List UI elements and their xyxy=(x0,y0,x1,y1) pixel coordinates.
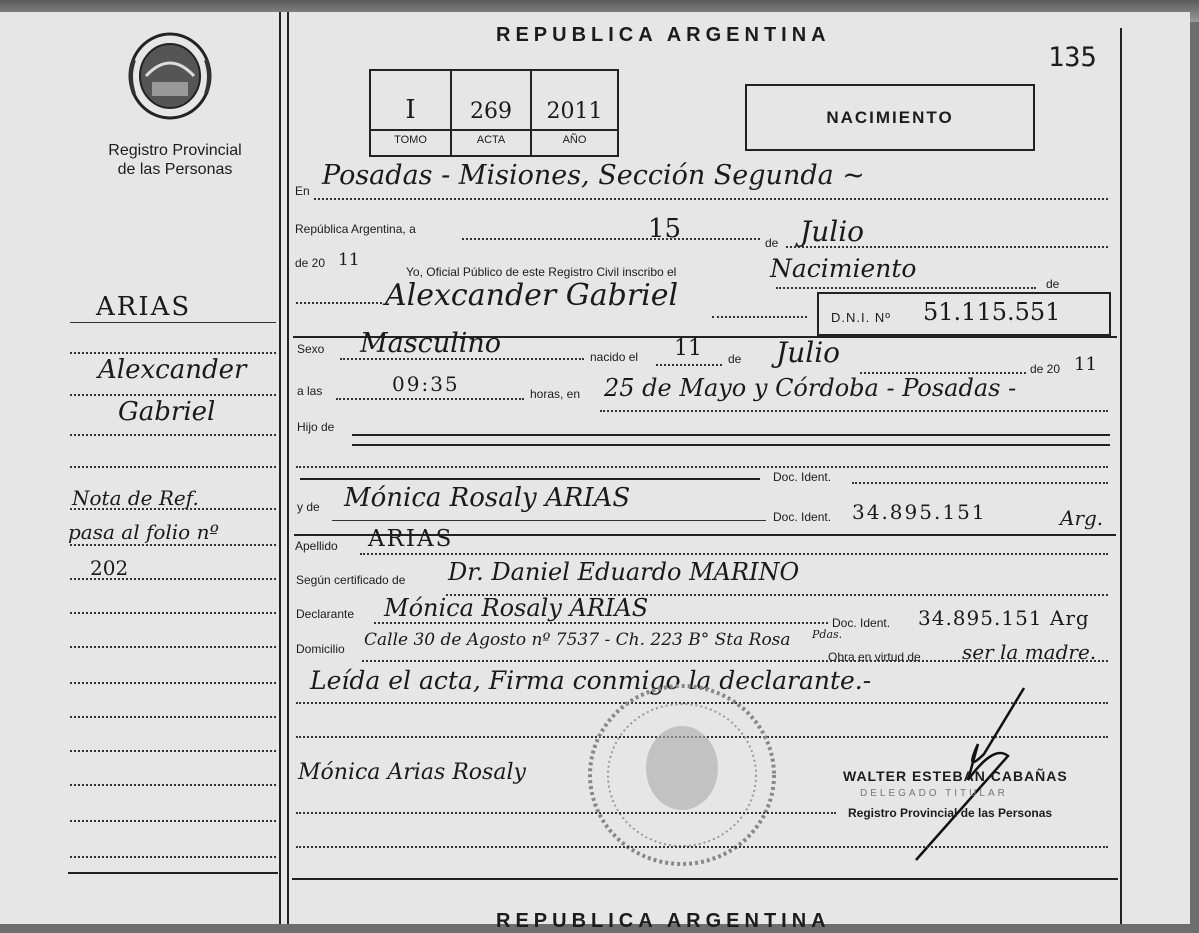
margin-dotted-line xyxy=(70,612,276,614)
official-title: DELEGADO TITULAR xyxy=(860,788,1008,799)
de-label: de xyxy=(765,236,779,250)
dotted-line xyxy=(296,846,1108,848)
dni-value: 51.115.551 xyxy=(923,298,1061,326)
republica-label: República Argentina, a xyxy=(295,222,416,236)
margin-dotted-line xyxy=(70,394,276,396)
margin-dotted-line xyxy=(70,856,276,858)
official-name: WALTER ESTEBAN CABAÑAS xyxy=(843,768,1068,784)
registry-name xyxy=(70,141,280,179)
registry-line1: Registro Provincial xyxy=(108,142,242,159)
margin-dotted-line xyxy=(70,646,276,648)
yo-text: Yo, Oficial Público de este Registro Civil inscribo el xyxy=(406,265,677,279)
apellido-label: Apellido xyxy=(295,539,338,553)
acta-cell xyxy=(452,71,532,155)
sexo-value: Masculino xyxy=(360,328,502,359)
declarant-signature: Mónica Arias Rosaly xyxy=(298,760,526,785)
dni-box xyxy=(817,292,1111,336)
margin-note-3: 202 xyxy=(90,556,129,580)
mother-doc-suffix: Arg. xyxy=(1060,506,1104,530)
yde-label: y de xyxy=(297,500,320,514)
solid-line xyxy=(332,520,766,521)
declarante-value: Mónica Rosaly ARIAS xyxy=(384,594,649,622)
dotted-line xyxy=(776,287,1036,289)
margin-given-name-1: Alexcander xyxy=(98,355,247,385)
dotted-line xyxy=(296,302,382,304)
country-title: REPUBLICA ARGENTINA xyxy=(496,24,831,46)
acta-label: ACTA xyxy=(452,129,530,146)
inscribo-value: Nacimiento xyxy=(770,254,917,283)
domicilio-value: Calle 30 de Agosto nº 7537 - Ch. 223 B° Sta Rosa xyxy=(364,630,791,650)
birth-year-prefix: de 20 xyxy=(1030,362,1061,376)
hijo-label: Hijo de xyxy=(297,420,335,434)
dotted-line xyxy=(336,398,524,400)
doc-ident-label-3: Doc. Ident. xyxy=(832,616,891,630)
dotted-line xyxy=(296,812,836,814)
dotted-line xyxy=(340,358,584,360)
margin-note-1: Nota de Ref. xyxy=(72,486,199,510)
dotted-line xyxy=(296,466,1108,468)
margin-dotted-line xyxy=(70,750,276,752)
doc-ident-label-1: Doc. Ident. xyxy=(773,470,832,484)
margin-dotted-line xyxy=(70,466,276,468)
ano-value: 2011 xyxy=(546,99,603,124)
month-value: Julio xyxy=(800,215,865,248)
doc-ident-label-2: Doc. Ident. xyxy=(773,510,832,524)
margin-dotted-line xyxy=(70,820,276,822)
margin-dotted-line xyxy=(70,352,276,354)
obra-value: ser la madre. xyxy=(962,640,1097,664)
dotted-line xyxy=(786,246,1108,248)
margin-note-2: pasa al folio nº xyxy=(68,520,219,544)
record-number-box xyxy=(369,69,619,157)
right-border xyxy=(1120,28,1122,924)
declarante-doc-value: 34.895.151 Arg xyxy=(918,606,1090,630)
nacido-label: nacido el xyxy=(590,350,639,364)
time-value: 09:35 xyxy=(392,372,460,396)
dotted-line xyxy=(600,410,1108,412)
mother-doc-value: 34.895.151 xyxy=(852,500,987,524)
tomo-value: I xyxy=(405,95,416,125)
margin-dotted-line xyxy=(70,544,276,546)
margin-dotted-line xyxy=(70,578,276,580)
obra-label: Obra en virtud de xyxy=(828,650,921,664)
solid-line xyxy=(352,444,1110,446)
en-value: Posadas - Misiones, Sección Segunda ~ xyxy=(322,160,865,191)
solid-line xyxy=(300,478,760,480)
dotted-line xyxy=(360,553,1108,555)
tomo-label: TOMO xyxy=(371,129,450,146)
bottom-rule xyxy=(292,878,1118,880)
dotted-line xyxy=(462,238,760,240)
bottom-country-title: REPUBLICA ARGENTINA xyxy=(496,910,831,932)
margin-dotted-line xyxy=(70,784,276,786)
folio-number: 135 xyxy=(1048,42,1097,73)
provincial-seal-icon xyxy=(126,30,214,122)
margin-surname: ARIAS xyxy=(96,292,192,322)
margin-dotted-line xyxy=(70,434,276,436)
year-prefix: de 20 xyxy=(295,256,326,270)
certificado-label: Según certificado de xyxy=(296,573,406,587)
dotted-line xyxy=(712,316,807,318)
margin-dotted-line xyxy=(70,716,276,718)
closing-statement: Leída el acta, Firma conmigo la declarante.- xyxy=(310,666,872,695)
domicilio-suffix: Pdas. xyxy=(812,628,843,641)
birth-month: Julio xyxy=(776,336,841,369)
name-value: Alexcander Gabriel xyxy=(385,278,679,313)
year-suffix: 11 xyxy=(338,250,360,270)
official-stamp-icon xyxy=(584,680,780,870)
de-label-3: de xyxy=(728,352,742,366)
dni-label: D.N.I. Nº xyxy=(831,310,891,325)
margin-bottom-rule xyxy=(68,872,278,874)
place-value: 25 de Mayo y Córdoba - Posadas - xyxy=(604,374,1017,402)
mother-value: Mónica Rosaly ARIAS xyxy=(344,483,631,513)
ano-label: AÑO xyxy=(532,129,617,146)
solid-line xyxy=(352,434,1110,436)
margin-dotted-line xyxy=(70,682,276,684)
horas-label: horas, en xyxy=(530,387,581,401)
margin-given-name-2: Gabriel xyxy=(118,397,216,427)
dotted-line xyxy=(656,364,722,366)
dotted-line xyxy=(852,482,1108,484)
record-type-box: NACIMIENTO xyxy=(745,84,1035,151)
de-label-2: de xyxy=(1046,277,1060,291)
dotted-line xyxy=(374,622,828,624)
declarante-label: Declarante xyxy=(296,607,355,621)
domicilio-label: Domicilio xyxy=(296,642,345,656)
margin-divider-inner xyxy=(287,12,289,924)
birth-year-suffix: 11 xyxy=(1074,354,1097,375)
margin-rule xyxy=(70,322,276,323)
sexo-label: Sexo xyxy=(297,342,325,356)
acta-value: 269 xyxy=(470,99,512,124)
certificado-value: Dr. Daniel Eduardo MARINO xyxy=(448,558,800,586)
day-value: 15 xyxy=(648,214,682,244)
margin-dotted-line xyxy=(70,508,276,510)
registry-line2: de las Personas xyxy=(117,161,233,178)
ano-cell xyxy=(532,71,617,155)
tomo-cell xyxy=(371,71,452,155)
en-label: En xyxy=(295,184,310,198)
official-registry: Registro Provincial de las Personas xyxy=(848,806,1053,820)
dotted-line xyxy=(362,660,1108,662)
alas-label: a las xyxy=(297,384,323,398)
birth-day: 11 xyxy=(674,336,702,361)
apellido-value: ARIAS xyxy=(368,526,454,552)
dotted-line xyxy=(314,198,1108,200)
